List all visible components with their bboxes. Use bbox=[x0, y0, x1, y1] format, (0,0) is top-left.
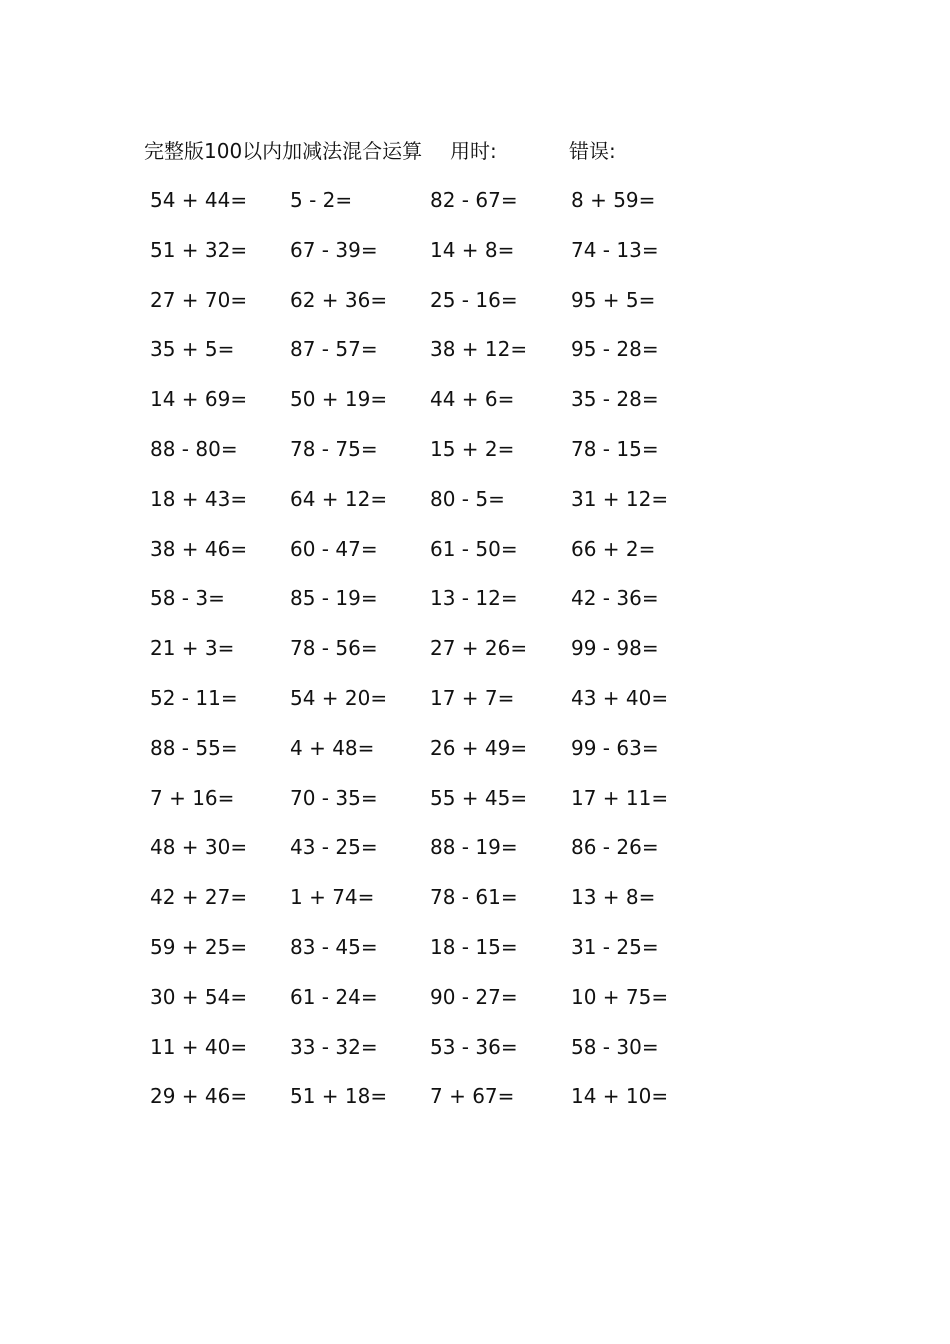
math-problem: 27 + 70= bbox=[150, 287, 248, 312]
time-label: 用时: bbox=[450, 139, 497, 163]
math-problem: 88 - 19= bbox=[430, 835, 518, 860]
math-problem: 53 - 36= bbox=[430, 1034, 518, 1059]
math-problem: 54 + 44= bbox=[150, 188, 248, 212]
math-problem: 78 - 15= bbox=[571, 436, 659, 461]
problem-row bbox=[150, 982, 670, 1032]
math-problem: 58 - 3= bbox=[150, 586, 225, 611]
problem-row bbox=[150, 733, 670, 783]
problem-row bbox=[150, 683, 670, 733]
problem-row bbox=[150, 583, 670, 633]
problem-row bbox=[150, 384, 670, 434]
math-problem: 50 + 19= bbox=[290, 387, 388, 412]
math-problem: 7 + 67= bbox=[430, 1084, 515, 1109]
math-problem: 18 + 43= bbox=[150, 486, 248, 511]
problem-row bbox=[150, 783, 670, 833]
math-problem: 51 + 18= bbox=[290, 1084, 388, 1109]
problem-row bbox=[150, 932, 670, 982]
math-problem: 99 - 98= bbox=[571, 636, 659, 661]
problem-row bbox=[150, 1032, 670, 1082]
math-problem: 35 + 5= bbox=[150, 337, 235, 362]
math-problem: 31 + 12= bbox=[571, 486, 669, 511]
math-problem: 14 + 69= bbox=[150, 387, 248, 412]
math-problem: 86 - 26= bbox=[571, 835, 659, 860]
math-problem: 29 + 46= bbox=[150, 1084, 248, 1109]
worksheet-title: 完整版100以内加减法混合运算 bbox=[144, 139, 423, 163]
math-problem: 59 + 25= bbox=[150, 934, 248, 959]
math-problem: 7 + 16= bbox=[150, 785, 235, 810]
math-problem: 64 + 12= bbox=[290, 486, 388, 511]
math-problem: 80 - 5= bbox=[430, 486, 505, 511]
math-problem: 62 + 36= bbox=[290, 287, 388, 312]
math-problem: 42 + 27= bbox=[150, 885, 248, 910]
math-problem: 33 - 32= bbox=[290, 1034, 378, 1059]
problem-row bbox=[150, 334, 670, 384]
math-problem: 74 - 13= bbox=[571, 237, 659, 262]
math-problem: 27 + 26= bbox=[430, 636, 528, 661]
math-problem: 43 + 40= bbox=[571, 685, 669, 710]
math-problem: 61 - 50= bbox=[430, 536, 518, 561]
math-problem: 42 - 36= bbox=[571, 586, 659, 611]
math-problem: 48 + 30= bbox=[150, 835, 248, 860]
math-problem: 15 + 2= bbox=[430, 436, 515, 461]
error-label: 错误: bbox=[569, 139, 616, 163]
math-problem: 87 - 57= bbox=[290, 337, 378, 362]
math-problem: 78 - 61= bbox=[430, 885, 518, 910]
worksheet-header bbox=[144, 137, 664, 165]
math-problem: 14 + 8= bbox=[430, 237, 515, 262]
math-problem: 58 - 30= bbox=[571, 1034, 659, 1059]
problem-row bbox=[150, 185, 670, 235]
math-problem: 4 + 48= bbox=[290, 735, 375, 760]
math-problem: 78 - 75= bbox=[290, 436, 378, 461]
problem-row bbox=[150, 235, 670, 285]
math-problem: 55 + 45= bbox=[430, 785, 528, 810]
math-problem: 99 - 63= bbox=[571, 735, 659, 760]
math-problem: 82 - 67= bbox=[430, 188, 518, 212]
problem-row bbox=[150, 285, 670, 335]
math-problem: 14 + 10= bbox=[571, 1084, 669, 1109]
math-problem: 83 - 45= bbox=[290, 934, 378, 959]
math-problem: 44 + 6= bbox=[430, 387, 515, 412]
math-problem: 38 + 12= bbox=[430, 337, 528, 362]
math-problem: 21 + 3= bbox=[150, 636, 235, 661]
math-problem: 18 - 15= bbox=[430, 934, 518, 959]
math-problem: 13 - 12= bbox=[430, 586, 518, 611]
math-problem: 10 + 75= bbox=[571, 984, 669, 1009]
math-problem: 1 + 74= bbox=[290, 885, 375, 910]
problem-row bbox=[150, 534, 670, 584]
math-problem: 95 - 28= bbox=[571, 337, 659, 362]
math-problem: 61 - 24= bbox=[290, 984, 378, 1009]
problem-row bbox=[150, 434, 670, 484]
math-problem: 88 - 55= bbox=[150, 735, 238, 760]
math-problem: 66 + 2= bbox=[571, 536, 656, 561]
math-problem: 60 - 47= bbox=[290, 536, 378, 561]
problem-row bbox=[150, 832, 670, 882]
math-problem: 38 + 46= bbox=[150, 536, 248, 561]
math-problem: 13 + 8= bbox=[571, 885, 656, 910]
math-problem: 85 - 19= bbox=[290, 586, 378, 611]
math-problem: 95 + 5= bbox=[571, 287, 656, 312]
math-problem: 90 - 27= bbox=[430, 984, 518, 1009]
math-problem: 26 + 49= bbox=[430, 735, 528, 760]
math-problem: 17 + 7= bbox=[430, 685, 515, 710]
math-problem: 30 + 54= bbox=[150, 984, 248, 1009]
math-problem: 11 + 40= bbox=[150, 1034, 248, 1059]
math-problem: 17 + 11= bbox=[571, 785, 669, 810]
math-problem: 43 - 25= bbox=[290, 835, 378, 860]
math-problem: 54 + 20= bbox=[290, 685, 388, 710]
math-problem: 70 - 35= bbox=[290, 785, 378, 810]
math-problem: 78 - 56= bbox=[290, 636, 378, 661]
math-problem: 52 - 11= bbox=[150, 685, 238, 710]
problem-row bbox=[150, 1081, 670, 1131]
problem-row bbox=[150, 882, 670, 932]
problem-row bbox=[150, 484, 670, 534]
problem-grid bbox=[150, 185, 670, 1131]
math-problem: 88 - 80= bbox=[150, 436, 238, 461]
math-problem: 31 - 25= bbox=[571, 934, 659, 959]
math-problem: 25 - 16= bbox=[430, 287, 518, 312]
problem-row bbox=[150, 633, 670, 683]
math-problem: 35 - 28= bbox=[571, 387, 659, 412]
math-problem: 5 - 2= bbox=[290, 188, 353, 212]
math-problem: 67 - 39= bbox=[290, 237, 378, 262]
math-problem: 51 + 32= bbox=[150, 237, 248, 262]
math-problem: 8 + 59= bbox=[571, 188, 656, 212]
